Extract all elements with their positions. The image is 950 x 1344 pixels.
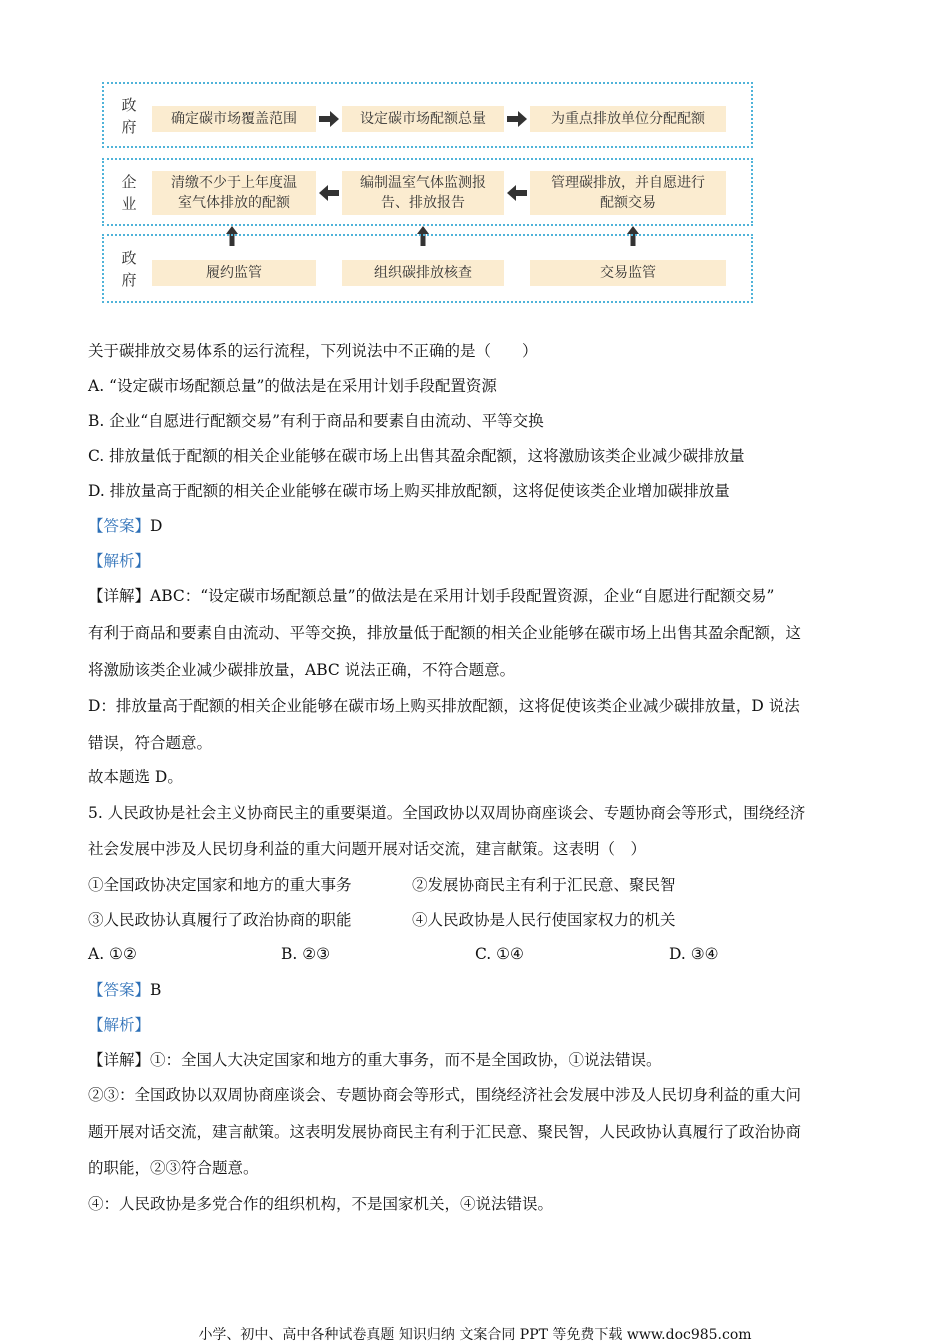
question-5-stem: 5. 人民政协是社会主义协商民主的重要渠道。全国政协以双周协商座谈会、专题协商会等形式，围绕经济 (88, 804, 806, 822)
option-a: A. “设定碳市场配额总量”的做法是在采用计划手段配置资源 (88, 377, 497, 395)
step-determine-coverage: 确定碳市场覆盖范围 (152, 106, 316, 132)
step-surrender-quota: 清缴不少于上年度温 室气体排放的配额 (152, 171, 316, 215)
detail-line: D：排放量高于配额的相关企业能够在碳市场上购买排放配额，这将促使该类企业减少碳排放量，D 说法 (88, 697, 800, 715)
question-5-stem: 社会发展中涉及人民切身利益的重大问题开展对话交流，建言献策。这表明（ ） (88, 840, 647, 858)
answer-tag: 【答案】 (88, 517, 151, 535)
row-label-government: 政府 (121, 249, 137, 289)
arrow-right-icon (506, 110, 528, 128)
arrow-left-icon (318, 184, 340, 202)
detail-tag: 【详解】 (88, 1051, 151, 1069)
detail-line (88, 1050, 662, 1070)
answer-tag: 【答案】 (88, 981, 151, 999)
statement-1: ①全国政协决定国家和地方的重大事务 (88, 876, 352, 894)
question-4-stem: 关于碳排放交易体系的运行流程，下列说法中不正确的是（ ） (88, 342, 538, 360)
statement-3: ③人民政协认真履行了政治协商的职能 (88, 911, 352, 929)
answer-line (88, 980, 161, 1000)
analysis-line (88, 1015, 150, 1035)
choice-c: C. ①④ (475, 945, 524, 963)
answer-value: B (150, 981, 162, 999)
answer-value: D (150, 517, 163, 535)
analysis-tag: 【解析】 (88, 552, 151, 570)
arrow-right-icon (318, 110, 340, 128)
choice-b: B. ②③ (281, 945, 331, 963)
detail-text: ①：全国人大决定国家和地方的重大事务，而不是全国政协，①说法错误。 (150, 1051, 662, 1069)
page-footer: 小学、初中、高中各种试卷真题 知识归纳 文案合同 PPT 等免费下载 www.doc985.com (198, 1327, 752, 1343)
statement-2: ②发展协商民主有利于汇民意、聚民智 (412, 876, 676, 894)
detail-line: 题开展对话交流，建言献策。这表明发展协商民主有利于汇民意、聚民智，人民政协认真履行了政治协商 (88, 1123, 802, 1141)
row-label-enterprise: 企业 (121, 173, 137, 213)
detail-line: 有利于商品和要素自由流动、平等交换，排放量低于配额的相关企业能够在碳市场上出售其盈余配额，这 (88, 624, 802, 642)
option-d: D. 排放量高于配额的相关企业能够在碳市场上购买排放配额，这将促使该类企业增加碳排放量 (88, 482, 730, 500)
step-allocate-quota: 为重点排放单位分配配额 (530, 106, 726, 132)
step-compile-report: 编制温室气体监测报 告、排放报告 (342, 171, 504, 215)
step-emission-verification: 组织碳排放核查 (342, 260, 504, 286)
arrow-left-icon (506, 184, 528, 202)
choice-a: A. ①② (88, 945, 137, 963)
step-manage-emissions: 管理碳排放，并自愿进行 配额交易 (530, 171, 726, 215)
carbon-trading-flow-diagram (102, 82, 755, 303)
detail-line: 的职能，②③符合题意。 (88, 1159, 259, 1177)
answer-line (88, 516, 162, 536)
option-b: B. 企业“自愿进行配额交易”有利于商品和要素自由流动、平等交换 (88, 412, 544, 430)
detail-line: 错误，符合题意。 (88, 734, 213, 752)
step-set-quota-total: 设定碳市场配额总量 (342, 106, 504, 132)
detail-line: ②③：全国政协以双周协商座谈会、专题协商会等形式，围绕经济社会发展中涉及人民切身利益的重大问 (88, 1086, 802, 1104)
step-trade-supervision: 交易监管 (530, 260, 726, 286)
row-label-government: 政府 (121, 96, 137, 136)
conclusion-line: 故本题选 D。 (88, 768, 183, 786)
detail-line: ④：人民政协是多党合作的组织机构，不是国家机关，④说法错误。 (88, 1195, 554, 1213)
detail-line: 将激励该类企业减少碳排放量，ABC 说法正确，不符合题意。 (88, 661, 516, 679)
step-compliance-supervision: 履约监管 (152, 260, 316, 286)
choice-d: D. ③④ (669, 945, 719, 963)
detail-text: ABC：“设定碳市场配额总量”的做法是在采用计划手段配置资源，企业“自愿进行配额交易” (150, 587, 775, 605)
statement-4: ④人民政协是人民行使国家权力的机关 (412, 911, 676, 929)
option-c: C. 排放量低于配额的相关企业能够在碳市场上出售其盈余配额，这将激励该类企业减少碳排放量 (88, 447, 745, 465)
analysis-line (88, 551, 150, 571)
detail-tag: 【详解】 (88, 587, 151, 605)
analysis-tag: 【解析】 (88, 1016, 151, 1034)
detail-line (88, 586, 774, 606)
